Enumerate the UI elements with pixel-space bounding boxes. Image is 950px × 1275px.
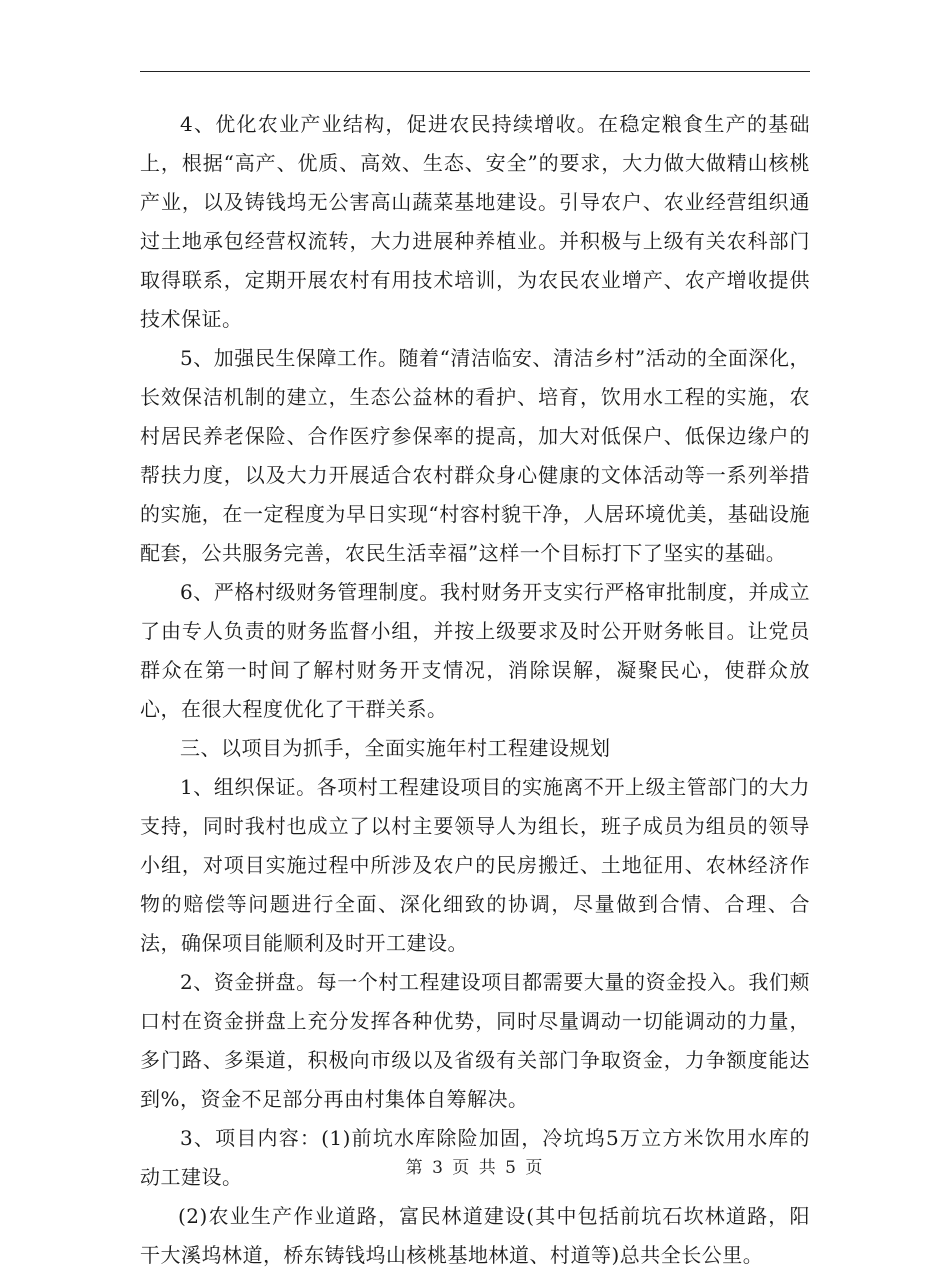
paragraph-item-3-projects: 3、项目内容：(1)前坑水库除险加固，冷坑坞5万立方米饮用水库的动工建设。 [140,1126,810,1189]
page-number: 第 3 页 共 5 页 [405,1158,545,1178]
paragraph-sub-item-2-roads: (2)农业生产作业道路，富民林道建设(其中包括前坑石坎林道路，阳干大溪坞林道，桥东铸钱坞山核桃基地林道、村道等)总共全长公里。 [140,1204,810,1267]
paragraph-item-1-organization: 1、组织保证。各项村工程建设项目的实施离不开上级主管部门的大力支持，同时我村也成立了以村主要领导人为组长，班子成员为组员的领导小组，对项目实施过程中所涉及农户的民房搬迁、土地征用、农林经济作物的赔偿等问题进行全面、深化细致的协调，尽量做到合情、合理、合法，确保项目能顺利及时开工建设。 [140,775,810,955]
paragraph-item-2-funding: 2、资金拼盘。每一个村工程建设项目都需要大量的资金投入。我们颊口村在资金拼盘上充分发挥各种优势，同时尽量调动一切能调动的力量，多门路、多渠道，积极向市级以及省级有关部门争取资金，力争额度能达到%，资金不足部分再由村集体自筹解决。 [140,970,810,1111]
document-body [140,105,810,1275]
paragraph-item-5-livelihood: 5、加强民生保障工作。随着“清洁临安、清洁乡村”活动的全面深化，长效保洁机制的建立，生态公益林的看护、培育，饮用水工程的实施，农村居民养老保险、合作医疗参保率的提高，加大对低保户、低保边缘户的帮扶力度，以及大力开展适合农村群众身心健康的文体活动等一系列举措的实施，在一定程度为早日实现“村容村貌干净，人居环境优美，基础设施配套，公共服务完善，农民生活幸福”这样一个目标打下了坚实的基础。 [140,346,810,565]
paragraph-item-6-finance: 6、严格村级财务管理制度。我村财务开支实行严格审批制度，并成立了由专人负责的财务监督小组，并按上级要求及时公开财务帐目。让党员群众在第一时间了解村财务开支情况，消除误解，凝聚民心，使群众放心，在很大程度优化了干群关系。 [140,580,810,721]
header-rule [140,71,810,72]
paragraph-item-4-agriculture: 4、优化农业产业结构，促进农民持续增收。在稳定粮食生产的基础上，根据“高产、优质、高效、生态、安全”的要求，大力做大做精山核桃产业，以及铸钱坞无公害高山蔬菜基地建设。引导农户、农业经营组织通过土地承包经营权流转，大力进展种养植业。并积极与上级有关农科部门取得联系，定期开展农村有用技术培训，为农民农业增产、农产增收提供技术保证。 [140,112,810,331]
section-heading-three: 三、以项目为抓手，全面实施年村工程建设规划 [180,736,611,760]
